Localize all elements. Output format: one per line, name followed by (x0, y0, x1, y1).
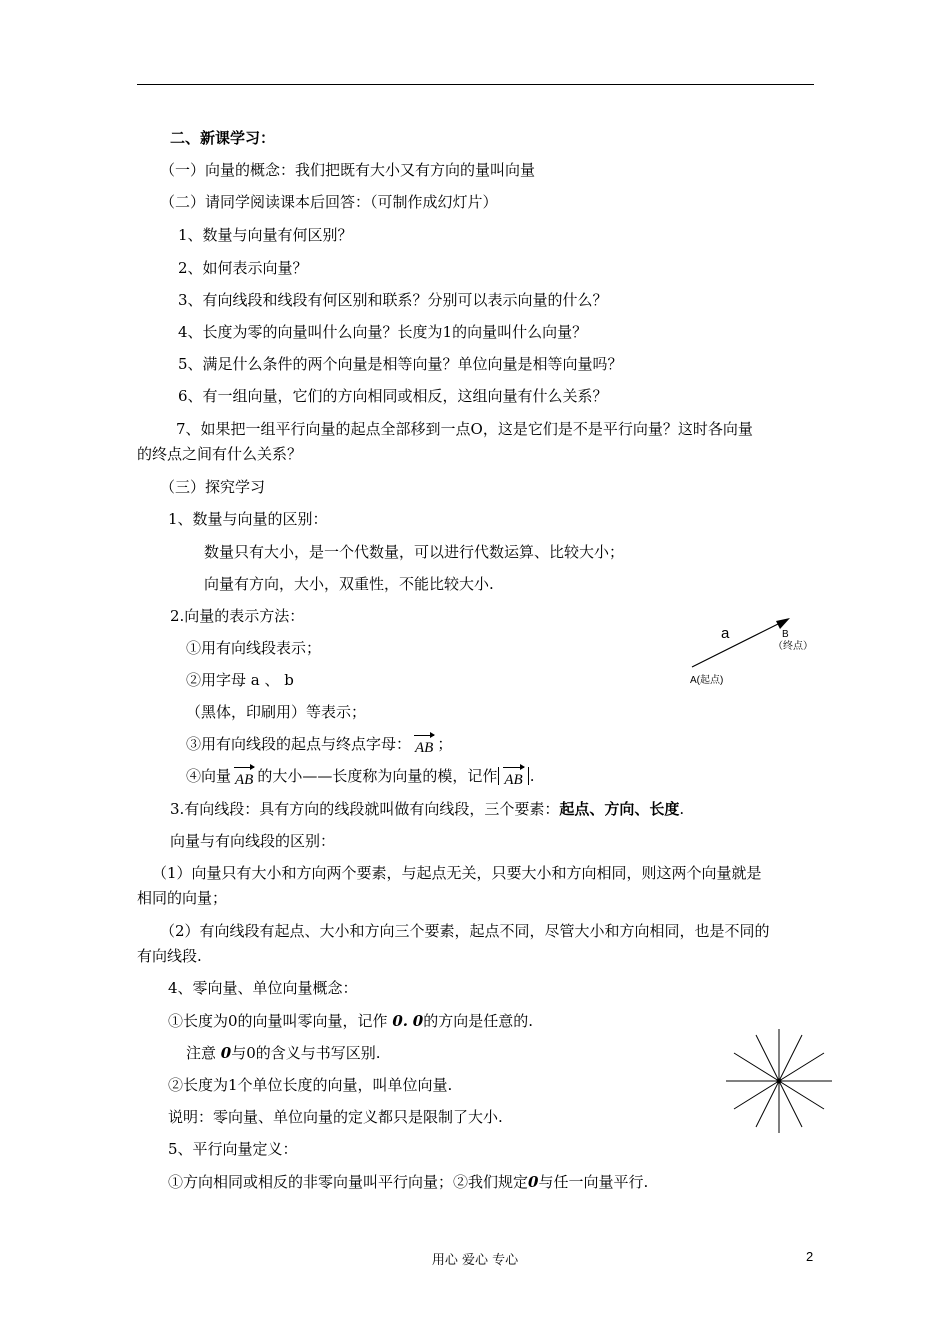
zero-def-end: 的方向是任意的. (423, 1012, 533, 1030)
vector-ab: AB (415, 740, 434, 756)
explore-2-item-2b: （黑体，印刷用）等表示； (186, 703, 367, 721)
star-figure (720, 1027, 840, 1137)
explore-3-bold: 起点、方向、长度 (559, 800, 680, 818)
explore-4-note (186, 1043, 381, 1063)
explore-1-a: 数量只有大小，是一个代数量，可以进行代数运算、比较大小； (204, 543, 625, 561)
zero-vector-symbol: 0. (392, 1012, 408, 1030)
explore-4-note-2: 说明：零向量、单位向量的定义都只是限制了大小. (168, 1108, 503, 1126)
note-text-b: 与0的含义与书写区别. (231, 1044, 381, 1062)
explore-4-item-2: ②长度为1个单位长度的向量，叫单位向量. (168, 1076, 453, 1094)
parallel-def-text: ①方向相同或相反的非零向量叫平行向量；②我们规定 (168, 1173, 529, 1191)
item-3-end: ； (437, 735, 453, 753)
explore-2-item-3 (186, 734, 452, 758)
reading-task-line: （二）请同学阅读课本后回答：（可制作成幻灯片） (160, 193, 498, 211)
explore-2-item-4 (186, 766, 534, 790)
header-rule (137, 84, 814, 85)
question-3: 3、有向线段和线段有何区别和联系？分别可以表示向量的什么？ (178, 291, 608, 309)
item-3-text: ③用有向线段的起点与终点字母： (186, 735, 412, 753)
concept-line: （一）向量的概念：我们把既有大小又有方向的量叫向量 (160, 161, 536, 179)
zero-vector-symbol: 0 (220, 1044, 232, 1062)
vector-label-a: a (721, 625, 730, 642)
question-7-cont: 的终点之间有什么关系？ (137, 445, 303, 463)
start-point-label: A(起点) (690, 675, 724, 686)
explore-3-end: . (679, 800, 685, 818)
diff-2-a: （2）有向线段有起点、大小和方向三个要素，起点不同，尽管大小和方向相同，也是不同的 (160, 922, 770, 940)
item-4-end: . (529, 767, 535, 785)
diff-2-b: 有向线段. (137, 947, 202, 965)
explore-1-title: 1、数量与向量的区别： (168, 510, 328, 528)
question-5: 5、满足什么条件的两个向量是相等向量？单位向量是相等向量吗？ (178, 355, 623, 373)
diff-1-b: 相同的向量； (137, 889, 228, 907)
question-4: 4、长度为零的向量叫什么向量？长度为1的向量叫什么向量？ (178, 323, 588, 341)
point-b-label: B (782, 629, 789, 640)
explore-2-item-1: ①用有向线段表示； (186, 639, 322, 657)
diff-1-a: （1）向量只有大小和方向两个要素，与起点无关，只要大小和方向相同，则这两个向量就是 (152, 864, 762, 882)
explore-3-text: 3.有向线段：具有方向的线段就叫做有向线段，三个要素： (170, 800, 560, 818)
note-text-a: 注意 (186, 1044, 217, 1062)
abs-bar-right (528, 767, 529, 785)
explore-title: （三）探究学习 (160, 478, 266, 496)
explore-5-title: 5、平行向量定义： (168, 1140, 298, 1158)
origin-point (777, 1079, 782, 1084)
zero-def-text: ①长度为0的向量叫零向量，记作 (168, 1012, 388, 1030)
explore-4-item-1 (168, 1011, 533, 1031)
end-point-label: （终点） (773, 641, 813, 652)
question-2: 2、如何表示向量？ (178, 259, 308, 277)
section-title: 二、新课学习： (170, 129, 276, 147)
zero-vector-symbol: 0 (528, 1173, 539, 1191)
explore-1-b: 向量有方向，大小，双重性，不能比较大小. (204, 575, 494, 593)
zero-vector-symbol: 0 (412, 1012, 424, 1030)
question-6: 6、有一组向量，它们的方向相同或相反，这组向量有什么关系？ (178, 387, 608, 405)
diff-title: 向量与有向线段的区别： (170, 832, 336, 850)
arrow-head-icon (776, 618, 790, 629)
explore-3 (170, 799, 684, 819)
page-number: 2 (806, 1249, 814, 1264)
explore-2-item-2: ②用字母 a 、 b (186, 671, 294, 689)
parallel-def-end: 与任一向量平行. (538, 1173, 649, 1191)
item-4-text-b: 的大小——长度称为向量的模，记作 (257, 767, 498, 785)
footer-text: 用心 爱心 专心 (431, 1253, 519, 1268)
vector-line (692, 621, 784, 667)
vector-ab: AB (504, 772, 523, 788)
explore-5-item (168, 1172, 648, 1192)
explore-2-title: 2.向量的表示方法： (170, 607, 305, 625)
vector-ab: AB (235, 772, 254, 788)
item-4-text-a: ④向量 (186, 767, 232, 785)
abs-bar-left (498, 767, 499, 785)
question-1: 1、数量与向量有何区别？ (178, 226, 353, 244)
explore-4-title: 4、零向量、单位向量概念： (168, 979, 358, 997)
question-7: 7、如果把一组平行向量的起点全部移到一点O，这是它们是不是平行向量？这时各向量 (176, 420, 753, 438)
